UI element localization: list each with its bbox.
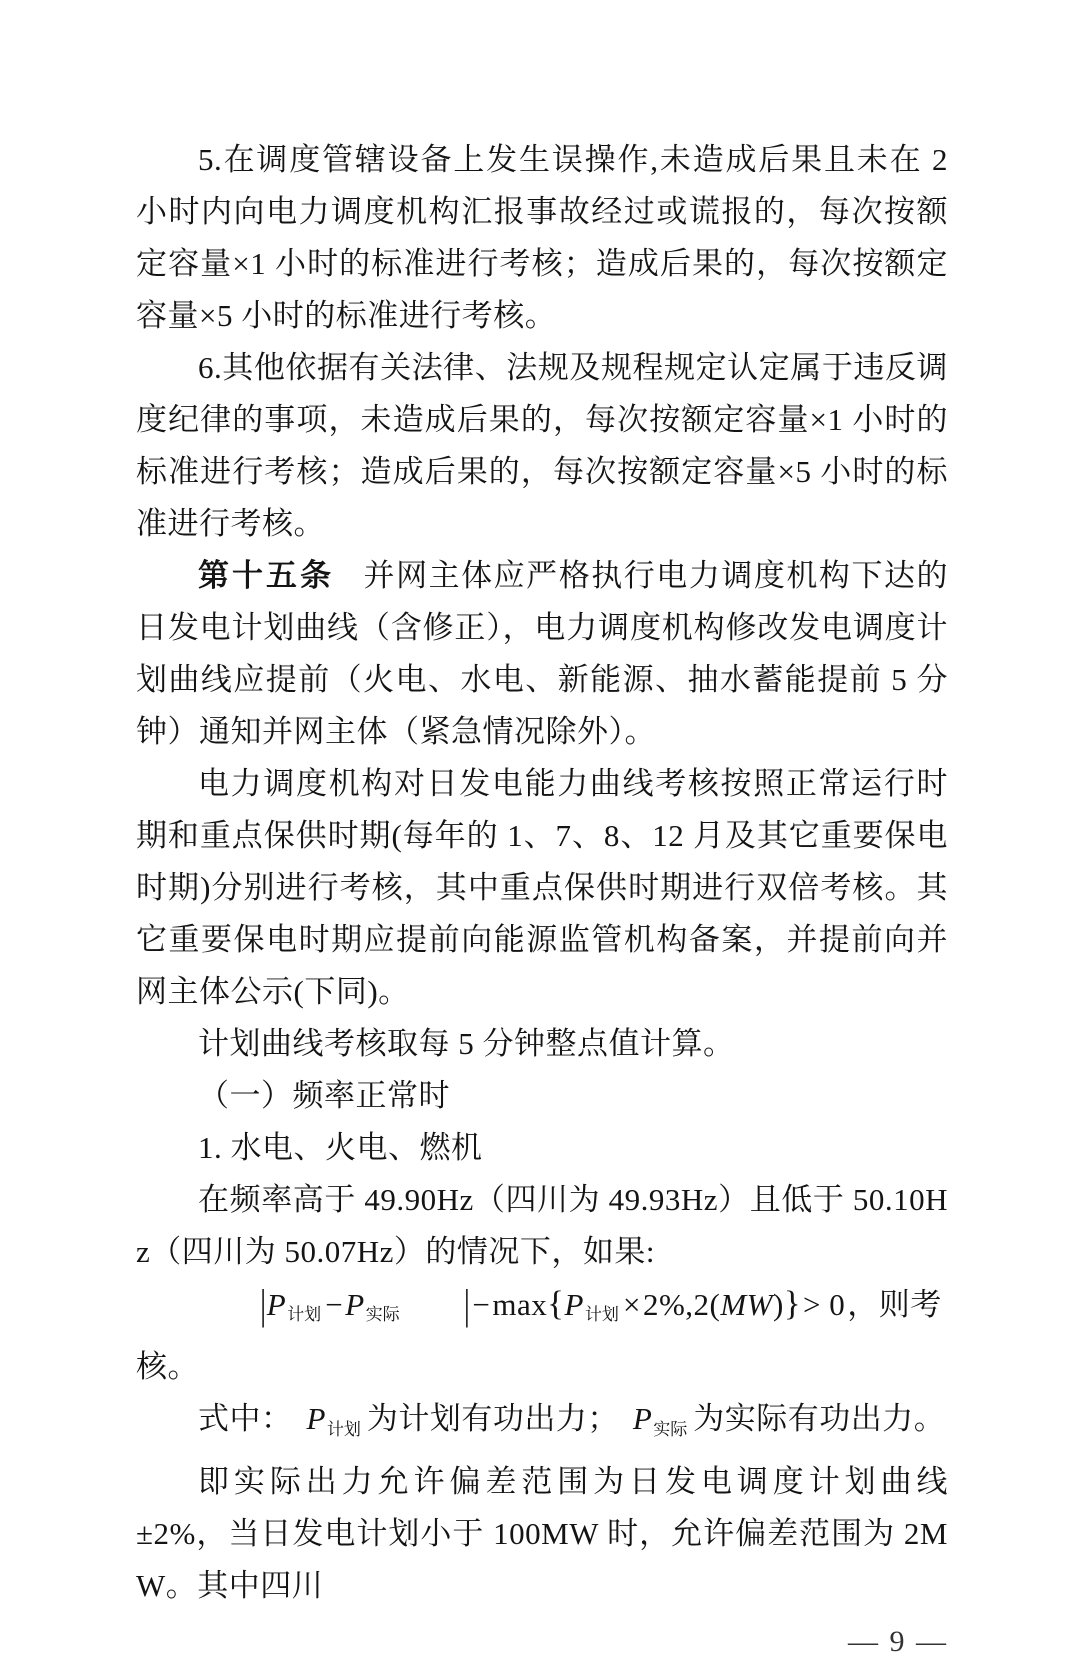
p-actual-subscript-where: 实际 <box>653 1419 688 1439</box>
abs-bar-open: | <box>260 1280 267 1328</box>
paragraph-deviation-range: 即实际出力允许偏差范围为日发电调度计划曲线±2%，当日发电计划小于 100MW 时，允许偏差范围为 2MW。其中四川 <box>136 1463 948 1603</box>
greater-than-zero: > 0 <box>803 1287 846 1322</box>
p-plan-subscript-where: 计划 <box>326 1419 361 1439</box>
paragraph-5min-rule: 计划曲线考核取每 5 分钟整点值计算。 <box>198 1026 735 1061</box>
formula-line <box>136 1278 948 1393</box>
max-function: max <box>492 1287 548 1322</box>
p-plan-subscript-2: 计划 <box>584 1305 619 1325</box>
brace-close: } <box>783 1284 801 1323</box>
article-number: 第十五条 <box>198 558 335 593</box>
formula-where-line <box>136 1393 948 1455</box>
paragraph-frequency-range: 在频率高于 49.90Hz（四川为 49.93Hz）且低于 50.10Hz（四川为 50.07Hz）的情况下，如果: <box>136 1182 948 1269</box>
formula-conclusion: ，则考核。 <box>136 1287 942 1385</box>
paren-close: ) <box>773 1287 784 1322</box>
paragraph-item-5: 5.在调度管辖设备上发生误操作,未造成后果且未在 2 小时内向电力调度机构汇报事故经过或谎报的，每次按额定容量×1 小时的标准进行考核；造成后果的，每次按额定容量×5 小时的标准进行考核。 <box>136 142 948 333</box>
article-body-text: 并网主体应严格执行电力调度机构下达的日发电计划曲线（含修正），电力调度机构修改发电调度计划曲线应提前（火电、水电、新能源、抽水蓄能提前 5 分钟）通知并网主体（紧急情况除外）。 <box>136 558 949 749</box>
p-actual-subscript: 实际 <box>365 1305 400 1325</box>
paragraph-item-6: 6.其他依据有关法律、法规及规程规定认定属于违反调度纪律的事项，未造成后果的，每次按额定容量×1 小时的标准进行考核；造成后果的，每次按额定容量×5 小时的标准进行考核。 <box>136 350 948 541</box>
where-prefix: 式中： <box>198 1401 293 1437</box>
mw-unit: MW <box>720 1287 773 1322</box>
minus-operator-2: − <box>472 1287 491 1322</box>
p-actual-symbol: P <box>345 1287 365 1322</box>
plan-output-definition: 为计划有功出力； <box>366 1401 619 1437</box>
p-plan-subscript: 计划 <box>287 1305 322 1325</box>
p-plan-symbol-2: P <box>564 1287 584 1322</box>
minus-operator: − <box>325 1287 344 1322</box>
document-text-block <box>136 134 948 1612</box>
p-actual-symbol-where: P <box>632 1401 653 1437</box>
page-number: — 9 — <box>848 1624 948 1658</box>
actual-output-definition: 为实际有功出力。 <box>693 1401 946 1437</box>
abs-bar-close: | <box>463 1280 471 1328</box>
paragraph-article-15 <box>136 550 948 758</box>
p-plan-symbol: P <box>266 1287 287 1322</box>
brace-open: { <box>547 1284 565 1323</box>
percent-threshold: 2%,2( <box>642 1287 721 1322</box>
p-plan-symbol-where: P <box>306 1401 326 1437</box>
times-operator: × <box>622 1287 641 1322</box>
heading-frequency-normal: （一）频率正常时 <box>198 1078 450 1113</box>
paragraph-assessment-period: 电力调度机构对日发电能力曲线考核按照正常运行时期和重点保供时期(每年的 1、7、8、12 月及其它重要保电时期)分别进行考核，其中重点保供时期进行双倍考核。其它重要保电时期应提前向能源监管机构备案，并提前向并网主体公示(下同)。 <box>136 766 948 1009</box>
heading-unit-types: 1. 水电、火电、燃机 <box>198 1130 483 1165</box>
